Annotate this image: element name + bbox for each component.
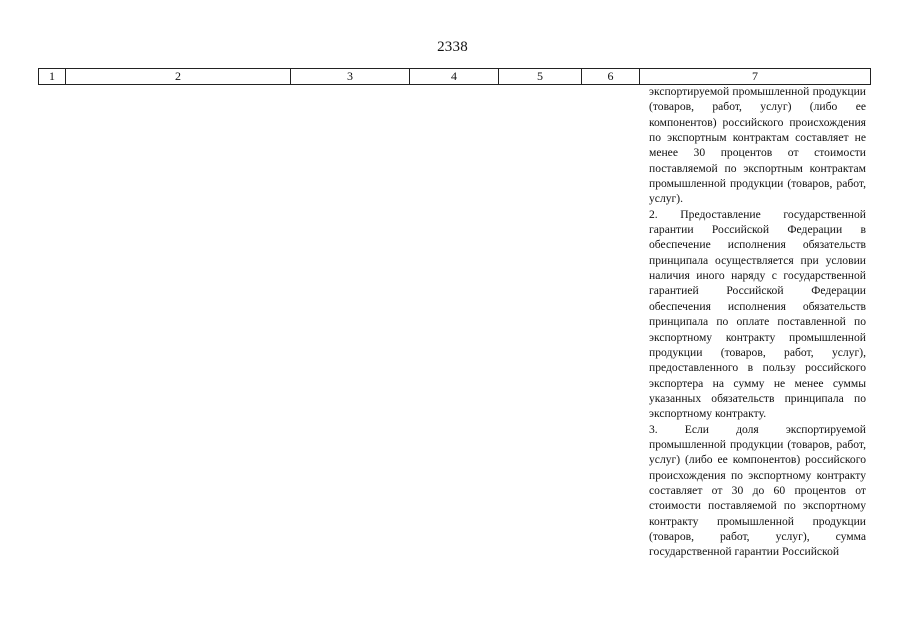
column-7-paragraph-continuation: экспортируемой промышленной продукции (товаров, работ, услуг) (либо ее компонентов) российского происхождения по экспортным контрактам составляет не менее 30 процентов от стоимости поставляемой по экспортным контрактам промышленной продукции (товаров, работ, услуг). — [649, 85, 866, 206]
column-number-6: 6 — [582, 69, 640, 85]
column-number-2: 2 — [66, 69, 291, 85]
column-7-paragraph-2: 2. Предоставление государственной гарантии Российской Федерации в обеспечение исполнения обязательств принципала осуществляется при условии наличия иного наряду с государственной гарантией Российской Федерации обеспечения исполнения обязательств принципала по оплате поставленной по экспортному контракту промышленной продукции (товаров, работ, услуг), предоставленного в пользу российского экспортера на сумму не менее суммы указанных обязательств принципала по экспортному контракту. — [649, 207, 866, 421]
column-number-5: 5 — [499, 69, 582, 85]
column-number-row — [39, 69, 871, 85]
column-number-4: 4 — [410, 69, 499, 85]
column-number-3: 3 — [291, 69, 410, 85]
page-number: 2338 — [437, 39, 468, 55]
column-7-text — [649, 84, 866, 560]
column-header-table — [38, 68, 871, 85]
column-7-paragraph-3: 3. Если доля экспортируемой промышленной продукции (товаров, работ, услуг) (либо ее компонентов) российского происхождения по экспортному контракту составляет от 30 до 60 процентов от стоимости поставляемой по экспортному контракту промышленной продукции (товаров, работ, услуг), сумма государственной гарантии Российской — [649, 422, 866, 559]
column-number-7: 7 — [640, 69, 871, 85]
column-number-1: 1 — [39, 69, 66, 85]
